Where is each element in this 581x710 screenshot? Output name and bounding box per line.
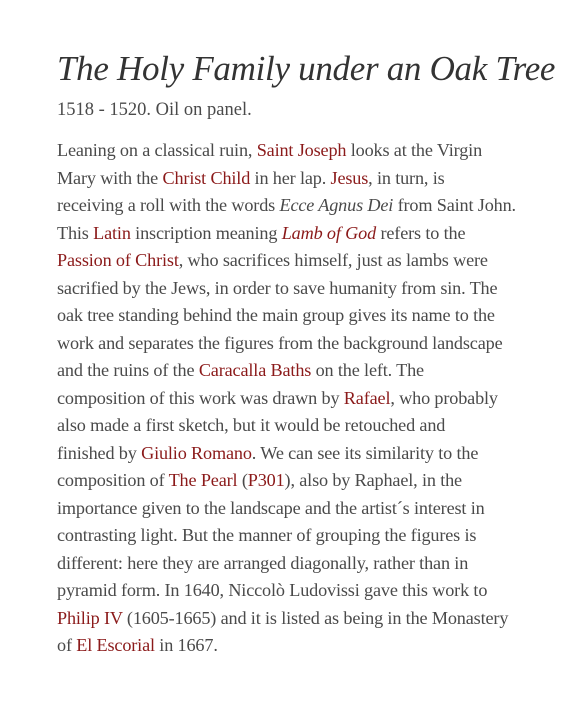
text-line <box>57 165 557 193</box>
link-p301[interactable]: P301 <box>247 470 285 490</box>
link-philip-iv[interactable]: Philip IV <box>57 607 123 628</box>
link-latin[interactable]: Latin <box>93 222 131 243</box>
link-lamb-of-god[interactable]: Lamb of God <box>281 222 377 243</box>
text-segment: , who probably <box>390 387 498 408</box>
artwork-title: The Holy Family under an Oak Tree <box>57 49 556 88</box>
text-line <box>57 467 557 495</box>
text-line <box>57 605 557 633</box>
text-segment: and the ruins of the <box>57 360 199 380</box>
artwork-date-medium: 1518 - 1520. Oil on panel. <box>57 100 252 120</box>
text-segment: receiving a roll with the words <box>57 195 280 215</box>
text-segment: on the left. The <box>311 360 424 380</box>
text-segment: from Saint John. <box>393 195 516 215</box>
text-line: sacrified by the Jews, in order to save humanity from sin. The <box>57 277 498 298</box>
link-passion-of-christ[interactable]: Passion of Christ <box>57 250 179 270</box>
text-segment: , in turn, is <box>368 167 445 188</box>
text-line: also made a first sketch, but it would be retouched and <box>57 415 446 435</box>
text-segment: Leaning on a classical ruin, <box>57 140 257 160</box>
description-paragraph <box>57 137 557 660</box>
text-segment: (1605-1665) and it is listed as being in the Monastery <box>122 607 509 628</box>
text-line <box>57 192 557 220</box>
text-segment: , who sacrifices himself, just as lambs were <box>178 250 488 270</box>
link-jesus[interactable]: Jesus <box>330 167 369 188</box>
text-line <box>57 385 557 413</box>
text-segment: in 1667. <box>154 635 218 655</box>
link-caracalla-baths[interactable]: Caracalla Baths <box>198 360 312 380</box>
text-segment: inscription meaning <box>130 222 282 243</box>
link-saint-joseph[interactable]: Saint Joseph <box>256 140 347 160</box>
text-segment: . We can see its similarity to the <box>251 442 479 463</box>
latin-phrase: Ecce Agnus Dei <box>279 195 394 215</box>
text-segment: ( <box>237 470 248 490</box>
link-giulio-romano[interactable]: Giulio Romano <box>141 442 252 463</box>
link-the-pearl[interactable]: The Pearl <box>168 470 238 490</box>
link-rafael[interactable]: Rafael <box>343 387 391 408</box>
text-segment: This <box>57 222 94 243</box>
text-line <box>57 247 557 275</box>
link-el-escorial[interactable]: El Escorial <box>76 635 155 655</box>
text-line <box>57 357 557 385</box>
text-segment: finished by <box>57 442 142 463</box>
text-segment: composition of this work was drawn by <box>57 387 344 408</box>
link-christ-child[interactable]: Christ Child <box>162 167 251 188</box>
text-segment: composition of <box>57 470 169 490</box>
text-segment: ), also by Raphael, in the <box>284 470 462 490</box>
text-line: importance given to the landscape and the artist´s interest in <box>57 497 485 518</box>
text-line <box>57 632 557 660</box>
text-line: pyramid form. In 1640, Niccolò Ludovissi gave this work to <box>57 580 488 600</box>
text-segment: of <box>57 635 77 655</box>
text-line <box>57 137 557 165</box>
text-line <box>57 440 557 468</box>
text-segment: looks at the Virgin <box>346 140 483 160</box>
text-line <box>57 220 557 248</box>
text-line: different: here they are arranged diagonally, rather than in <box>57 552 469 573</box>
text-line: oak tree standing behind the main group gives its name to the <box>57 305 495 325</box>
text-segment: Mary with the <box>57 167 163 188</box>
text-segment: refers to the <box>376 222 466 243</box>
artwork-description <box>57 46 557 660</box>
text-segment: in her lap. <box>250 167 331 188</box>
text-line: contrasting light. But the manner of grouping the figures is <box>57 525 477 545</box>
text-line: work and separates the figures from the background landscape <box>57 332 503 353</box>
